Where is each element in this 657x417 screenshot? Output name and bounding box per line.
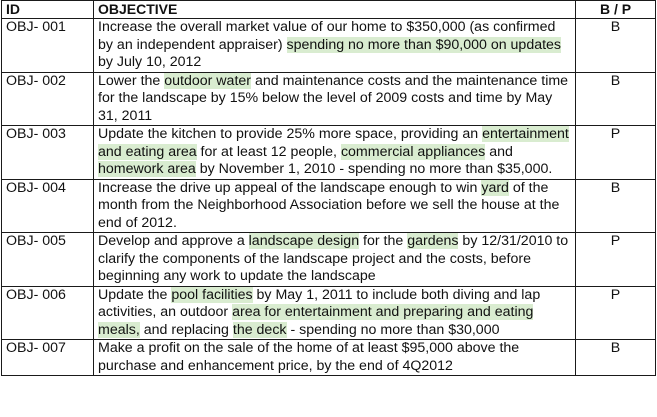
objective-segment: and maintenance costs and the maintenance time for the landscape by 15% below the level of 2009 costs and time by May 31, 2011 xyxy=(98,72,569,124)
header-row xyxy=(2,1,656,19)
objective-segment: by November 1, 2010 - spending no more than $35,000. xyxy=(195,161,553,177)
objective-segment: Update the xyxy=(98,286,172,303)
table-header xyxy=(2,1,656,19)
objective-text xyxy=(94,286,576,340)
header-id: ID xyxy=(2,1,94,19)
objective-segment: - spending no more than $30,000 xyxy=(286,321,500,338)
objective-text xyxy=(94,126,576,180)
objective-segment: Make a profit on the sale of the home of at least $95,000 above the purchase and enhancement price, by the end of 4Q2012 xyxy=(98,340,520,374)
highlighted-phrase: area for entertainment and preparing and eating meals, xyxy=(98,304,534,338)
highlighted-phrase: commercial appliances xyxy=(340,143,486,160)
highlighted-phrase: gardens xyxy=(407,233,459,249)
objective-text xyxy=(94,72,576,126)
bp-value: B xyxy=(576,19,656,73)
table-row xyxy=(2,286,656,340)
objective-id: OBJ- 002 xyxy=(2,72,94,126)
objective-text xyxy=(94,19,576,73)
table-row xyxy=(2,126,656,180)
bp-value: P xyxy=(576,126,656,180)
highlighted-phrase: the deck xyxy=(232,321,287,338)
table-body xyxy=(2,19,656,376)
objective-id: OBJ- 003 xyxy=(2,126,94,180)
bp-value: B xyxy=(576,179,656,233)
objective-segment: Increase the drive up appeal of the landscape enough to win xyxy=(98,179,482,196)
highlighted-phrase: outdoor water xyxy=(164,72,252,89)
objective-segment: Increase the overall market value of our home to $350,000 (as confirmed by an independent appraiser) xyxy=(98,19,556,53)
objective-text xyxy=(94,340,576,376)
table-row xyxy=(2,179,656,233)
objective-id: OBJ- 005 xyxy=(2,233,94,287)
highlighted-phrase: yard xyxy=(481,179,509,196)
objective-segment: Develop and approve a xyxy=(98,233,249,249)
table-row xyxy=(2,72,656,126)
objective-segment: and xyxy=(485,143,513,160)
objective-id: OBJ- 007 xyxy=(2,340,94,376)
objectives-table xyxy=(1,0,656,376)
bp-value: P xyxy=(576,233,656,287)
table-row xyxy=(2,233,656,287)
objective-id: OBJ- 001 xyxy=(2,19,94,73)
objective-segment: for at least 12 people, xyxy=(196,143,341,160)
table-row xyxy=(2,19,656,73)
highlighted-phrase: spending no more than $90,000 on updates xyxy=(286,36,562,53)
highlighted-phrase: homework area xyxy=(98,161,196,177)
highlighted-phrase: pool facilities xyxy=(171,286,253,303)
objective-text xyxy=(94,233,576,287)
objective-segment: and replacing xyxy=(139,321,233,338)
bp-value: B xyxy=(576,72,656,126)
objective-text xyxy=(94,179,576,233)
objective-segment: Update the kitchen to provide 25% more space, providing an xyxy=(98,126,483,142)
objective-segment: by July 10, 2012 xyxy=(98,54,202,70)
objective-segment: by 12/31/2010 to clarify the components of the landscape project and the costs, before beginning any work to update the landscape xyxy=(98,233,569,284)
header-objective: OBJECTIVE xyxy=(94,1,576,19)
objective-id: OBJ- 004 xyxy=(2,179,94,233)
bp-value: P xyxy=(576,286,656,340)
objective-segment: Lower the xyxy=(98,72,165,89)
bp-value: B xyxy=(576,340,656,376)
header-bp: B / P xyxy=(576,1,656,19)
table-row xyxy=(2,340,656,376)
objective-segment: of the month from the Neighborhood Association before we sell the house at the end of 2012. xyxy=(98,179,560,231)
objective-id: OBJ- 006 xyxy=(2,286,94,340)
highlighted-phrase: landscape design xyxy=(248,233,360,249)
highlighted-phrase: entertainment and eating area xyxy=(98,126,569,160)
objective-segment: for the xyxy=(359,233,408,249)
objective-segment: by May 1, 2011 to include both diving and lap activities, an outdoor xyxy=(98,286,541,320)
